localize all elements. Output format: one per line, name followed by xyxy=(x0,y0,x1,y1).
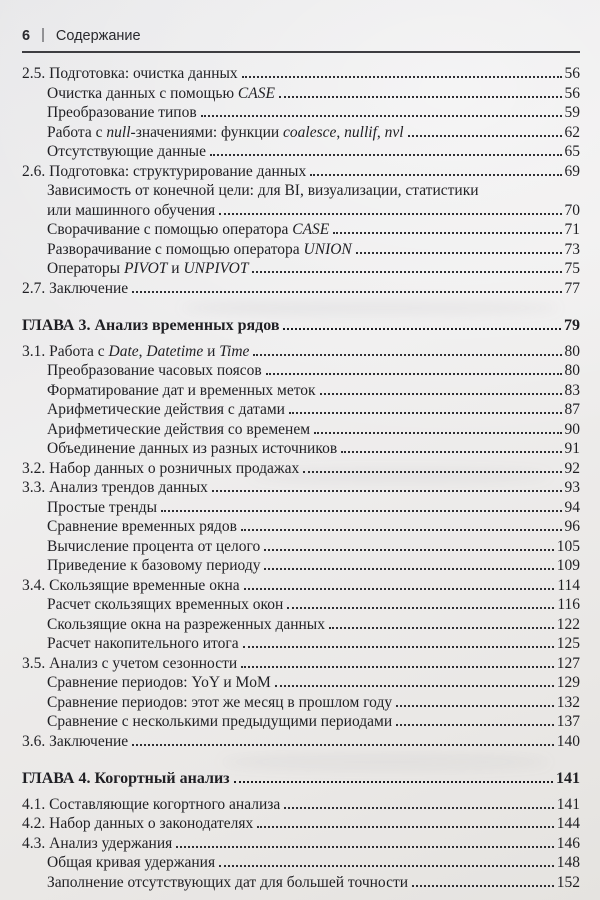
toc-list xyxy=(22,64,580,892)
toc-entry xyxy=(22,420,580,440)
toc-title: Сравнение временных рядов xyxy=(47,518,237,535)
toc-page-number: 141 xyxy=(556,795,580,813)
dot-leader xyxy=(244,578,555,589)
toc-title: 3.6. Заключение xyxy=(22,732,129,750)
toc-entry xyxy=(22,439,580,459)
toc-entry xyxy=(22,279,580,299)
toc-page-number: 59 xyxy=(564,104,580,121)
toc-page-number: 96 xyxy=(564,518,580,535)
toc-page-number: 146 xyxy=(556,834,580,852)
toc-entry xyxy=(22,615,580,635)
dot-leader xyxy=(283,318,561,330)
toc-entry xyxy=(22,795,580,815)
toc-title: Очистка данных с помощью CASE xyxy=(47,84,275,102)
toc-entry xyxy=(22,853,580,873)
toc-entry xyxy=(22,103,580,123)
toc-page-number: 125 xyxy=(556,635,580,652)
toc-page-number: 148 xyxy=(556,854,580,871)
toc-page-number: 93 xyxy=(564,479,580,496)
toc-page-number: 109 xyxy=(556,557,580,574)
dot-leader xyxy=(241,656,554,667)
dot-leader xyxy=(396,715,554,726)
toc-title: 2.7. Заключение xyxy=(22,279,129,297)
toc-page-number: 114 xyxy=(557,576,580,594)
dot-leader xyxy=(320,383,562,394)
dot-leader xyxy=(341,442,561,453)
dot-leader xyxy=(408,125,562,136)
toc-page-number: 141 xyxy=(556,770,580,787)
toc-entry xyxy=(22,181,580,220)
dot-leader xyxy=(264,559,553,570)
dot-leader xyxy=(284,797,553,808)
dot-leader xyxy=(264,539,554,550)
header-separator: | xyxy=(41,27,45,43)
toc-page-number: 90 xyxy=(564,420,580,438)
toc-page-number: 122 xyxy=(556,615,580,633)
toc-entry xyxy=(22,693,580,713)
toc-title: Расчет накопительного итога xyxy=(47,635,239,652)
toc-page-number: 91 xyxy=(564,440,580,457)
dot-leader xyxy=(314,422,561,433)
toc-title: Сворачивание с помощью оператора CASE xyxy=(47,221,330,238)
toc-entry xyxy=(22,162,580,182)
toc-entry xyxy=(22,342,580,362)
toc-entry xyxy=(22,381,580,401)
toc-page-number: 75 xyxy=(564,260,580,277)
toc-entry xyxy=(22,732,580,752)
toc-title: Объединение данных из разных источников xyxy=(47,440,338,457)
page-number: 6 xyxy=(22,28,31,44)
toc-entry xyxy=(22,459,580,479)
dot-leader xyxy=(266,364,562,375)
toc-page-number: 71 xyxy=(564,221,580,238)
toc-title: Заполнение отсутствующих дат для большей точности xyxy=(47,873,409,891)
toc-title: ГЛАВА 4. Когортный анализ xyxy=(22,770,230,787)
toc-title: Расчет скользящих временных окон xyxy=(47,596,284,613)
toc-page-number: 65 xyxy=(564,143,580,160)
toc-entry xyxy=(22,673,580,693)
toc-title: Скользящие окна на разреженных данных xyxy=(47,615,325,633)
toc-page-number: 80 xyxy=(564,342,580,360)
dot-leader xyxy=(219,856,554,867)
dot-leader xyxy=(201,106,562,117)
toc-entry xyxy=(22,240,580,260)
toc-entry xyxy=(22,873,580,893)
dot-leader xyxy=(303,461,561,472)
toc-title: Преобразование типов xyxy=(47,104,197,121)
dot-leader xyxy=(212,481,562,492)
toc-page-number: 62 xyxy=(564,123,580,141)
toc-page-number: 152 xyxy=(556,873,580,891)
toc-title: Приведение к базовому периоду xyxy=(47,557,261,574)
toc-page-number: 140 xyxy=(556,732,580,750)
toc-entry xyxy=(22,400,580,420)
toc-title: Сравнение периодов: YoY и MoM xyxy=(47,674,271,691)
dot-leader xyxy=(289,403,562,414)
dot-leader xyxy=(252,262,561,273)
toc-title: 2.5. Подготовка: очистка данных xyxy=(22,65,238,82)
dot-leader xyxy=(253,344,561,355)
toc-entry xyxy=(22,712,580,732)
toc-page-number: 70 xyxy=(564,201,580,219)
dot-leader xyxy=(329,617,554,628)
toc-entry xyxy=(22,556,580,576)
toc-page-number: 132 xyxy=(556,693,580,711)
dot-leader xyxy=(234,771,553,783)
toc-title: Общая кривая удержания xyxy=(47,854,216,871)
dot-leader xyxy=(243,637,554,648)
toc-title: Арифметические действия со временем xyxy=(47,420,311,438)
toc-title: Зависимость от конечной цели: для BI, визуализации, статистики xyxy=(47,182,479,199)
dot-leader xyxy=(210,145,562,156)
toc-page-number: 83 xyxy=(564,381,580,399)
dot-leader xyxy=(132,281,561,292)
dot-leader xyxy=(241,520,562,531)
toc-title: Простые тренды xyxy=(47,498,158,516)
page-header-title: Содержание xyxy=(55,28,141,44)
toc-entry xyxy=(22,654,580,674)
toc-page-number: 137 xyxy=(556,713,580,730)
toc-page-number: 87 xyxy=(564,401,580,418)
dot-leader xyxy=(257,817,554,828)
toc-page-number: 116 xyxy=(557,596,580,613)
toc-entry xyxy=(22,576,580,596)
toc-title: Отсутствующие данные xyxy=(47,143,206,160)
toc-title: Операторы PIVOT и UNPIVOT xyxy=(47,260,249,277)
toc-title: Разворачивание с помощью оператора UNION xyxy=(47,240,352,258)
toc-entry xyxy=(22,498,580,518)
toc-chapter-entry xyxy=(22,316,580,336)
toc-title: ГЛАВА 3. Анализ временных рядов xyxy=(22,317,280,334)
toc-title: 4.3. Анализ удержания xyxy=(22,834,173,852)
toc-title: Работа с null-значениями: функции coalesce, nullif, nvl xyxy=(47,123,404,141)
toc-page-number: 69 xyxy=(564,162,580,180)
toc-title: Форматирование дат и временных меток xyxy=(47,381,316,399)
toc-title: 3.1. Работа с Date, Datetime и Time xyxy=(22,342,250,360)
toc-title: Сравнение периодов: этот же месяц в прошлом году xyxy=(47,693,393,711)
toc-entry xyxy=(22,84,580,104)
toc-title: Вычисление процента от целого xyxy=(47,537,261,555)
toc-page-number: 73 xyxy=(564,240,580,258)
toc-title: 2.6. Подготовка: структурирование данных xyxy=(22,162,307,180)
toc-title: 3.2. Набор данных о розничных продажах xyxy=(22,459,300,477)
toc-title: 4.2. Набор данных о законодателях xyxy=(22,815,254,832)
toc-entry xyxy=(22,814,580,834)
toc-page-number: 129 xyxy=(556,674,580,691)
page-header xyxy=(22,28,580,53)
toc-title: 3.3. Анализ трендов данных xyxy=(22,479,208,496)
dot-leader xyxy=(132,734,554,745)
toc-page-number: 56 xyxy=(564,84,580,102)
toc-page-number: 144 xyxy=(556,815,580,832)
toc-entry xyxy=(22,517,580,537)
dot-leader xyxy=(219,203,561,214)
dot-leader xyxy=(275,676,554,687)
toc-page-number: 77 xyxy=(564,279,580,297)
toc-entry xyxy=(22,537,580,557)
toc-title: 4.1. Составляющие когортного анализа xyxy=(22,795,281,813)
toc-title: Сравнение с несколькими предыдущими периодами xyxy=(47,713,393,730)
toc-page-number: 105 xyxy=(556,537,580,555)
toc-entry xyxy=(22,478,580,498)
toc-entry xyxy=(22,834,580,854)
toc-page-number: 127 xyxy=(556,654,580,672)
dot-leader xyxy=(396,695,554,706)
toc-page-number: 79 xyxy=(564,317,580,334)
toc-entry xyxy=(22,259,580,279)
toc-title: 3.4. Скользящие временные окна xyxy=(22,576,240,594)
dot-leader xyxy=(412,875,554,886)
toc-entry xyxy=(22,123,580,143)
dot-leader xyxy=(356,242,562,253)
toc-title: Преобразование часовых поясов xyxy=(47,362,262,379)
dot-leader xyxy=(176,836,553,847)
toc-entry xyxy=(22,142,580,162)
toc-chapter-entry xyxy=(22,769,580,789)
toc-entry xyxy=(22,634,580,654)
dot-leader xyxy=(287,598,554,609)
toc-entry xyxy=(22,220,580,240)
toc-entry xyxy=(22,64,580,84)
dot-leader xyxy=(279,86,562,97)
toc-title: 3.5. Анализ с учетом сезонности xyxy=(22,654,238,672)
toc-page-number: 92 xyxy=(564,459,580,477)
toc-page-number: 94 xyxy=(564,498,580,516)
dot-leader xyxy=(310,164,561,175)
dot-leader xyxy=(161,500,561,511)
toc-page-number: 56 xyxy=(564,65,580,82)
toc-title: Арифметические действия с датами xyxy=(47,401,285,418)
toc-page-number: 80 xyxy=(564,362,580,379)
dot-leader xyxy=(242,67,562,78)
dot-leader xyxy=(333,223,561,234)
toc-entry xyxy=(22,595,580,615)
toc-title-continuation: или машинного обучения xyxy=(47,201,216,219)
toc-entry xyxy=(22,361,580,381)
